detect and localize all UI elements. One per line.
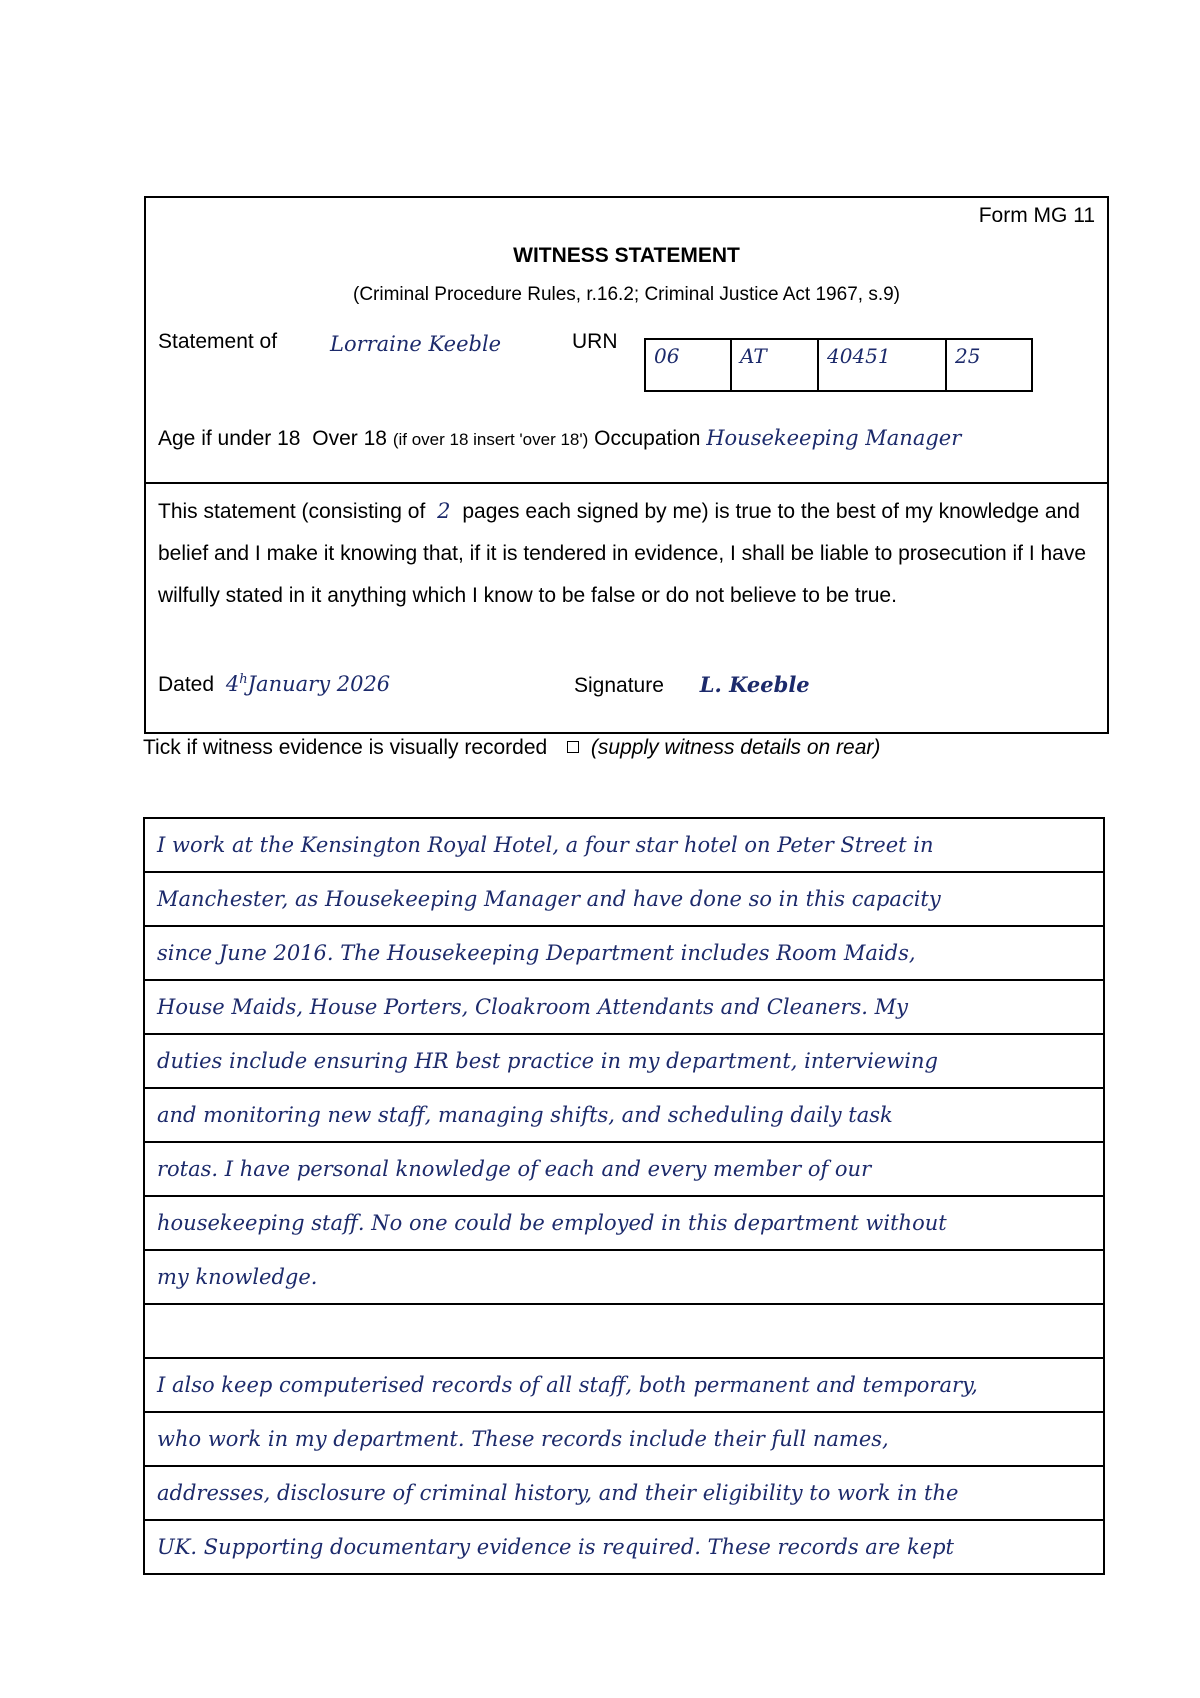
declaration-part2: pages each signed by me) is true to the best of my knowledge and belief and I make it knowing that, if it is tendered in evidence, I shall be liable to prosecution if I have wilfully stated in it anything which I know to be false or do not believe to be true.: [158, 500, 1087, 607]
dated-suffix: h: [239, 672, 248, 687]
statement-of-label: Statement of: [158, 330, 278, 353]
statement-of-value: Lorraine Keeble: [330, 332, 502, 356]
statement-line: House Maids, House Porters, Cloakroom Attendants and Cleaners. My: [145, 981, 1103, 1035]
age-note: (if over 18 insert 'over 18'): [392, 430, 589, 449]
age-value: Over 18: [312, 427, 387, 450]
declaration-box: [144, 484, 1109, 734]
dated-label: Dated: [158, 673, 215, 696]
urn-cell-4: 25: [955, 344, 981, 368]
statement-line: my knowledge.: [145, 1251, 1103, 1305]
statement-line: addresses, disclosure of criminal history, and their eligibility to work in the: [145, 1467, 1103, 1521]
statement-line: Manchester, as Housekeeping Manager and have done so in this capacity: [145, 873, 1103, 927]
age-occupation-row: [158, 426, 961, 451]
statement-line: I also keep computerised records of all staff, both permanent and temporary,: [145, 1359, 1103, 1413]
form-subtitle: (Criminal Procedure Rules, r.16.2; Criminal Justice Act 1967, s.9): [353, 284, 900, 305]
dated-rest: January 2026: [247, 672, 391, 696]
urn-cell-3: 40451: [819, 340, 947, 390]
signature-label: Signature: [574, 674, 664, 697]
form-number: Form MG 11: [978, 204, 1095, 227]
statement-line: housekeeping staff. No one could be employed in this department without: [145, 1197, 1103, 1251]
dated-row: [158, 672, 390, 697]
statement-line: rotas. I have personal knowledge of each and every member of our: [145, 1143, 1103, 1197]
signature-value: L. Keeble: [699, 672, 810, 697]
statement-line: and monitoring new staff, managing shifts, and scheduling daily task: [145, 1089, 1103, 1143]
statement-line: UK. Supporting documentary evidence is required. These records are kept: [145, 1521, 1103, 1575]
visual-record-note: (supply witness details on rear): [590, 736, 881, 759]
urn-field: [644, 338, 1033, 392]
occupation-label: Occupation: [594, 427, 701, 450]
declaration-part1: This statement (consisting of: [158, 500, 426, 523]
form-title: WITNESS STATEMENT: [513, 244, 740, 267]
visual-record-text: Tick if witness evidence is visually recorded: [143, 736, 548, 759]
urn-cell-1: 06: [646, 340, 732, 390]
urn-label: URN: [572, 330, 618, 353]
declaration-text: [158, 490, 1098, 617]
visual-record-checkbox[interactable]: [567, 741, 579, 753]
dated-day: 4: [225, 672, 240, 696]
statement-line: [145, 1305, 1103, 1359]
occupation-value: Housekeeping Manager: [706, 426, 962, 450]
signature-row: [574, 672, 810, 698]
witness-header-box: [144, 196, 1109, 484]
statement-line: since June 2016. The Housekeeping Department includes Room Maids,: [145, 927, 1103, 981]
urn-cell-2: AT: [732, 340, 819, 390]
statement-line: who work in my department. These records include their full names,: [145, 1413, 1103, 1467]
visual-record-row: [143, 736, 880, 760]
age-label: Age if under 18: [158, 427, 301, 450]
statement-lines: [143, 817, 1105, 1575]
declaration-pages: 2: [437, 499, 451, 523]
statement-line: duties include ensuring HR best practice in my department, interviewing: [145, 1035, 1103, 1089]
statement-line: I work at the Kensington Royal Hotel, a four star hotel on Peter Street in: [145, 819, 1103, 873]
